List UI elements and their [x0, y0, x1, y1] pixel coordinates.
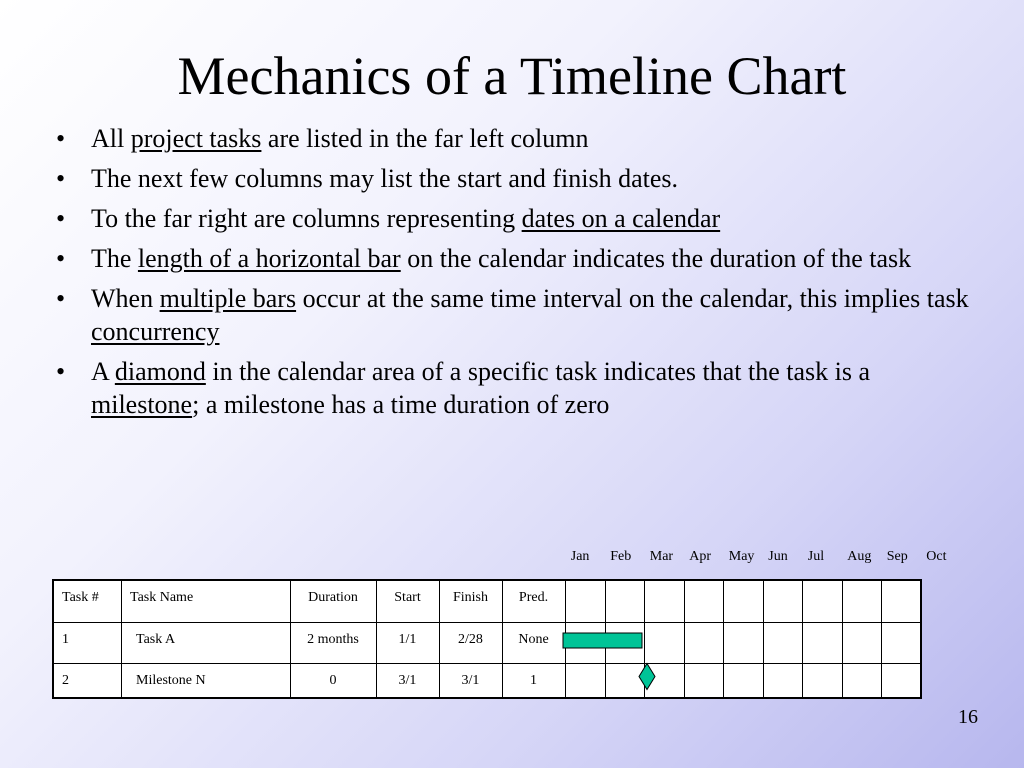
- row2-task-name: Milestone N: [136, 673, 206, 688]
- bullet-item: [56, 122, 976, 155]
- header-start: Start: [394, 590, 421, 605]
- row1-duration: 2 months: [307, 632, 359, 647]
- bullet-text: occur at the same time interval on the calendar, this implies task: [296, 284, 969, 313]
- month-label: Sep: [886, 549, 908, 564]
- header-task-name: Task Name: [130, 590, 194, 605]
- bullet-text: The next few columns may list the start and finish dates.: [91, 164, 679, 193]
- page-number: 16: [958, 706, 978, 728]
- underlined-term: multiple bars: [159, 284, 297, 313]
- month-label: Jan: [570, 549, 590, 564]
- month-label: Aug: [847, 549, 872, 564]
- row2-task-number: 2: [62, 673, 69, 688]
- month-label: May: [728, 549, 755, 564]
- bullet-item: [56, 282, 976, 348]
- bullet-text: on the calendar indicates the duration of the task: [400, 244, 912, 273]
- month-label: Apr: [689, 549, 712, 564]
- month-header: [0, 549, 1024, 571]
- bullet-item: [56, 242, 976, 275]
- header-duration: Duration: [308, 590, 358, 605]
- gantt-table: [52, 579, 922, 699]
- underlined-term: diamond: [114, 357, 206, 386]
- bullet-text: ; a milestone has a time duration of zero: [192, 390, 610, 419]
- bullet-list: [56, 122, 976, 428]
- row2-finish: 3/1: [461, 673, 480, 688]
- row1-finish: 2/28: [458, 632, 483, 647]
- row1-task-name: Task A: [136, 632, 176, 647]
- milestone-diamond: [639, 664, 655, 690]
- month-label: Oct: [926, 549, 947, 564]
- row1-predecessor: None: [518, 632, 549, 647]
- underlined-term: project tasks: [130, 124, 262, 153]
- underlined-term: length of a horizontal bar: [137, 244, 401, 273]
- header-finish: Finish: [452, 590, 488, 605]
- header-task-number: Task #: [62, 590, 99, 605]
- bullet-text: A: [91, 357, 115, 386]
- underlined-term: concurrency: [91, 317, 220, 346]
- row2-predecessor: 1: [530, 673, 537, 688]
- gantt-marks: [54, 581, 920, 697]
- bullet-text: When: [91, 284, 160, 313]
- month-label: Mar: [649, 549, 674, 564]
- underlined-term: milestone: [91, 390, 193, 419]
- bullet-item: [56, 202, 976, 235]
- task-bar: [563, 633, 642, 648]
- bullet-text: All: [91, 124, 131, 153]
- bullet-text: are listed in the far left column: [261, 124, 589, 153]
- bullet-item: [56, 162, 976, 195]
- month-label: Feb: [610, 549, 632, 564]
- underlined-term: dates on a calendar: [521, 204, 721, 233]
- row1-task-number: 1: [62, 632, 69, 647]
- bullet-text: To the far right are columns representing: [91, 204, 522, 233]
- row1-start: 1/1: [398, 632, 417, 647]
- row2-start: 3/1: [398, 673, 417, 688]
- month-label: Jul: [807, 549, 825, 564]
- bullet-item: [56, 355, 976, 421]
- header-predecessor: Pred.: [518, 590, 549, 605]
- bullet-text: The: [91, 244, 138, 273]
- calendar-column-divider: [921, 581, 922, 697]
- row2-duration: 0: [329, 673, 337, 688]
- month-label: Jun: [768, 549, 788, 564]
- slide-title: Mechanics of a Timeline Chart: [177, 46, 847, 106]
- bullet-text: in the calendar area of a specific task indicates that the task is a: [205, 357, 870, 386]
